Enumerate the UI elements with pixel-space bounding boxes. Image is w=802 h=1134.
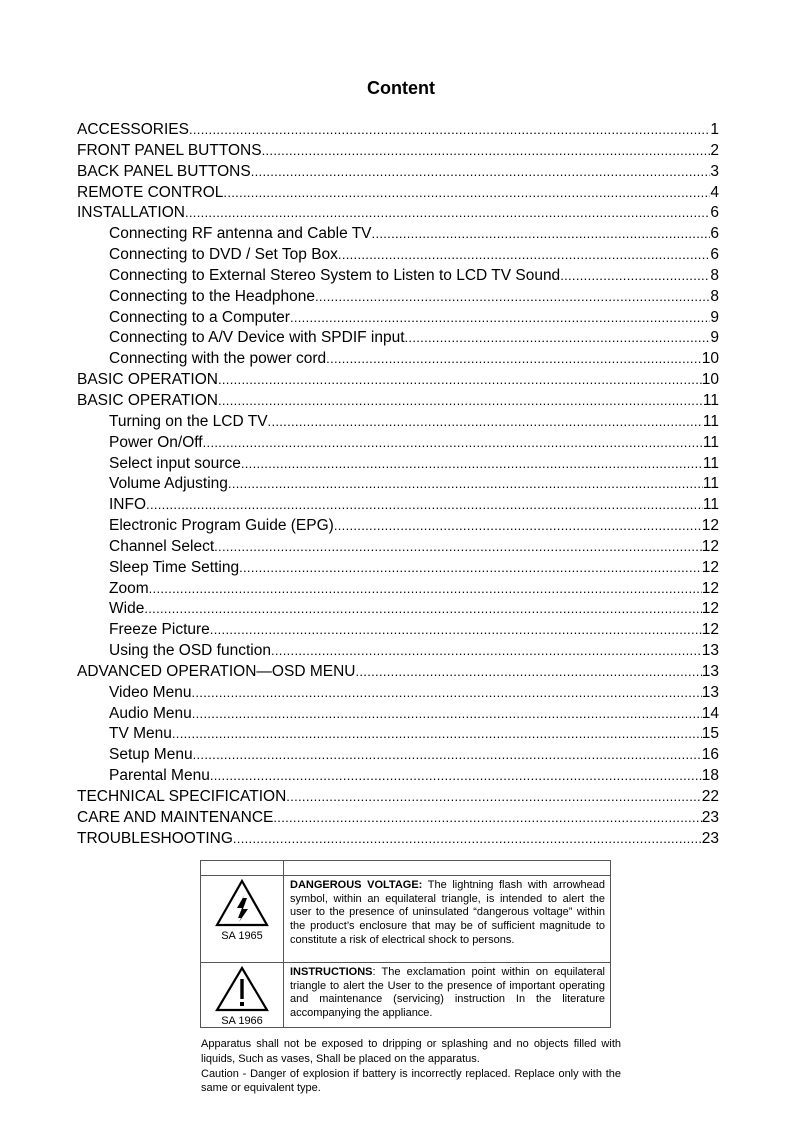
toc-entry-page: 6 xyxy=(710,204,719,222)
toc-entry-page: 13 xyxy=(701,662,719,680)
toc-entry-label: Setup Menu xyxy=(109,746,193,764)
toc-entry-label: TV Menu xyxy=(109,725,172,743)
toc-entry[interactable] xyxy=(77,225,719,246)
toc-entry-page: 9 xyxy=(710,329,719,347)
toc-entry[interactable] xyxy=(77,830,719,851)
toc-entry[interactable] xyxy=(77,621,719,642)
toc-entry[interactable] xyxy=(77,642,719,663)
toc-entry-label: TROUBLESHOOTING xyxy=(77,829,233,847)
toc-dot-leader xyxy=(233,831,702,846)
toc-dot-leader xyxy=(560,268,710,283)
toc-entry[interactable] xyxy=(77,371,719,392)
toc-entry-label: Freeze Picture xyxy=(109,621,210,639)
toc-entry-page: 11 xyxy=(702,433,719,451)
toc-entry-label: INFO xyxy=(109,496,147,514)
toc-entry-page: 6 xyxy=(710,225,719,243)
toc-dot-leader xyxy=(290,310,710,325)
toc-entry-page: 12 xyxy=(701,558,719,576)
toc-entry-page: 10 xyxy=(701,371,719,389)
toc-entry-page: 8 xyxy=(710,287,719,305)
toc-entry-page: 22 xyxy=(701,788,719,805)
voltage-symbol-cell xyxy=(201,876,284,963)
toc-entry-page: 12 xyxy=(701,579,719,597)
toc-entry-page: 2 xyxy=(710,141,719,159)
toc-entry-page: 1 xyxy=(710,121,719,138)
toc-entry[interactable] xyxy=(77,184,719,205)
toc-dot-leader xyxy=(210,622,702,637)
toc-entry-label: Volume Adjusting xyxy=(109,475,228,493)
toc-entry-label: Select input source xyxy=(109,454,241,472)
toc-dot-leader xyxy=(214,539,702,554)
voltage-warning-body: The lightning flash with arrowhead symbol, within an equilateral triangle, is intended to alert the user to the presence of uninsulated “dangerous voltage” within the product’s enclosure that may be of sufficient magnitude to constitute a risk of electrical shock to persons. xyxy=(290,879,605,946)
toc-entry-page: 23 xyxy=(701,829,719,847)
toc-entry-label: Power On/Off xyxy=(109,433,203,451)
instructions-symbol-cell xyxy=(201,963,284,1028)
toc-entry-page: 10 xyxy=(701,350,719,368)
toc-entry-label: Connecting RF antenna and Cable TV xyxy=(109,225,372,243)
toc-entry[interactable] xyxy=(77,142,719,163)
toc-entry-page: 8 xyxy=(710,266,719,284)
toc-entry-label: FRONT PANEL BUTTONS xyxy=(77,141,262,159)
toc-entry-label: ADVANCED OPERATION—OSD MENU xyxy=(77,662,356,680)
instructions-warning-heading: INSTRUCTIONS xyxy=(290,966,373,978)
toc-dot-leader xyxy=(405,330,711,345)
toc-entry-page: 23 xyxy=(701,808,719,826)
toc-entry[interactable] xyxy=(77,580,719,601)
toc-entry-page: 12 xyxy=(701,517,719,535)
toc-dot-leader xyxy=(372,226,711,241)
toc-dot-leader xyxy=(203,435,703,450)
battery-caution: Caution - Danger of explosion if battery is incorrectly replaced. Replace only with the same or equivalent type. xyxy=(201,1067,621,1095)
toc-dot-leader xyxy=(172,726,702,741)
instructions-warning-row xyxy=(201,963,611,1028)
toc-dot-leader xyxy=(144,601,701,616)
toc-entry-page: 11 xyxy=(702,412,719,430)
toc-entry[interactable] xyxy=(77,767,719,788)
toc-dot-leader xyxy=(286,789,701,804)
toc-entry-label: ACCESSORIES xyxy=(77,121,189,138)
toc-entry[interactable] xyxy=(77,455,719,476)
toc-entry-label: CARE AND MAINTENANCE xyxy=(77,808,274,826)
toc-entry[interactable] xyxy=(77,246,719,267)
toc-entry-page: 13 xyxy=(701,642,719,660)
toc-entry-label: BACK PANEL BUTTONS xyxy=(77,162,251,180)
toc-entry-label: Connecting to External Stereo System to Listen to LCD TV Sound xyxy=(109,266,561,284)
lightning-triangle-icon xyxy=(215,878,269,928)
toc-entry-page: 18 xyxy=(701,767,719,785)
toc-dot-leader xyxy=(239,560,702,575)
toc-dot-leader xyxy=(338,247,710,262)
toc-dot-leader xyxy=(273,810,701,825)
toc-entry-label: Connecting to the Headphone xyxy=(109,287,315,305)
toc-entry-page: 11 xyxy=(702,475,719,493)
toc-entry-label: Wide xyxy=(109,600,145,618)
toc-entry[interactable] xyxy=(77,746,719,767)
toc-entry-page: 4 xyxy=(710,183,719,201)
instructions-warning-body: : The exclamation point within on equilateral triangle to alert the User to the presence of important operating and maintenance (servicing) instruction In the literature accompanying the appliance. xyxy=(290,966,605,1020)
toc-entry-label: Connecting with the power cord xyxy=(109,350,327,368)
caution-notes xyxy=(201,1037,621,1096)
toc-entry-page: 11 xyxy=(702,454,719,472)
toc-dot-leader xyxy=(268,414,703,429)
toc-entry-label: REMOTE CONTROL xyxy=(77,183,224,201)
toc-dot-leader xyxy=(315,289,710,304)
toc-entry[interactable] xyxy=(77,475,719,496)
toc-dot-leader xyxy=(326,351,702,366)
toc-entry-page: 13 xyxy=(701,683,719,701)
toc-dot-leader xyxy=(191,685,701,700)
toc-dot-leader xyxy=(185,205,710,220)
toc-entry-label: Channel Select xyxy=(109,537,215,555)
instructions-warning-text xyxy=(284,963,611,1028)
toc-entry-label: Connecting to DVD / Set Top Box xyxy=(109,246,338,264)
toc-entry[interactable] xyxy=(77,788,719,809)
header-cell-symbol xyxy=(201,861,284,876)
toc-dot-leader xyxy=(241,456,703,471)
toc-entry-page: 11 xyxy=(702,391,719,409)
voltage-warning-text xyxy=(284,876,611,963)
toc-entry[interactable] xyxy=(77,350,719,371)
toc-dot-leader xyxy=(193,747,702,762)
toc-dot-leader xyxy=(271,643,702,658)
toc-entry-page: 6 xyxy=(710,246,719,264)
symbol-code: SA 1965 xyxy=(221,930,263,942)
toc-dot-leader xyxy=(355,664,701,679)
exclamation-triangle-icon xyxy=(215,965,269,1013)
toc-entry[interactable] xyxy=(77,309,719,330)
toc-entry[interactable] xyxy=(77,663,719,684)
toc-entry-label: Connecting to A/V Device with SPDIF input xyxy=(109,329,405,347)
toc-entry[interactable] xyxy=(77,725,719,746)
toc-entry-label: BASIC OPERATION xyxy=(77,391,218,409)
toc-entry[interactable] xyxy=(77,413,719,434)
toc-dot-leader xyxy=(218,393,703,408)
toc-dot-leader xyxy=(251,164,711,179)
toc-dot-leader xyxy=(149,581,702,596)
toc-entry[interactable] xyxy=(77,434,719,455)
toc-entry[interactable] xyxy=(77,600,719,621)
toc-dot-leader xyxy=(262,143,711,158)
toc-entry[interactable] xyxy=(77,684,719,705)
toc-entry[interactable] xyxy=(77,204,719,225)
table-of-contents xyxy=(77,121,719,851)
toc-entry-label: TECHNICAL SPECIFICATION xyxy=(77,788,287,805)
toc-entry-page: 12 xyxy=(701,621,719,639)
toc-entry[interactable] xyxy=(77,163,719,184)
toc-entry-label: Parental Menu xyxy=(109,767,210,785)
toc-entry-page: 14 xyxy=(701,704,719,722)
toc-entry[interactable] xyxy=(77,538,719,559)
toc-entry-label: Video Menu xyxy=(109,683,192,701)
toc-entry[interactable] xyxy=(77,329,719,350)
voltage-warning-row xyxy=(201,876,611,963)
dripping-notice: Apparatus shall not be exposed to dripping or splashing and no objects filled with liquids, Such as vases, Shall be placed on the apparatus. xyxy=(201,1038,621,1065)
toc-entry-label: Sleep Time Setting xyxy=(109,558,240,576)
toc-entry-page: 12 xyxy=(701,600,719,618)
toc-entry[interactable] xyxy=(77,809,719,830)
toc-entry-label: Turning on the LCD TV xyxy=(109,412,268,430)
toc-entry[interactable] xyxy=(77,392,719,413)
toc-entry-label: Connecting to a Computer xyxy=(109,308,290,326)
toc-entry-page: 16 xyxy=(701,746,719,764)
toc-entry[interactable] xyxy=(77,517,719,538)
toc-entry[interactable] xyxy=(77,121,719,142)
toc-dot-leader xyxy=(334,518,702,533)
toc-entry-page: 9 xyxy=(710,308,719,326)
toc-dot-leader xyxy=(210,768,702,783)
table-header-row xyxy=(201,861,611,876)
toc-dot-leader xyxy=(192,706,702,721)
toc-entry[interactable] xyxy=(77,559,719,580)
voltage-warning-heading: DANGEROUS VOLTAGE: xyxy=(290,879,423,891)
symbol-code: SA 1966 xyxy=(221,1015,263,1027)
header-cell-description xyxy=(284,861,611,876)
toc-entry-label: BASIC OPERATION xyxy=(77,371,218,389)
toc-entry[interactable] xyxy=(77,705,719,726)
toc-dot-leader xyxy=(146,497,703,512)
toc-dot-leader xyxy=(223,185,710,200)
toc-entry-page: 15 xyxy=(701,725,719,743)
toc-dot-leader xyxy=(228,476,703,491)
toc-entry[interactable] xyxy=(77,267,719,288)
toc-entry-label: Zoom xyxy=(109,579,149,597)
toc-entry-label: Audio Menu xyxy=(109,704,192,722)
toc-entry[interactable] xyxy=(77,496,719,517)
toc-entry-page: 3 xyxy=(710,162,719,180)
toc-entry[interactable] xyxy=(77,288,719,309)
toc-dot-leader xyxy=(189,122,710,137)
toc-entry-page: 12 xyxy=(701,537,719,555)
page-title: Content xyxy=(367,78,435,98)
toc-entry-page: 11 xyxy=(702,496,719,514)
toc-entry-label: Using the OSD function xyxy=(109,642,271,660)
toc-entry-label: INSTALLATION xyxy=(77,204,185,222)
toc-entry-label: Electronic Program Guide (EPG) xyxy=(109,517,334,535)
safety-symbols-table xyxy=(200,860,611,1028)
toc-dot-leader xyxy=(218,372,702,387)
